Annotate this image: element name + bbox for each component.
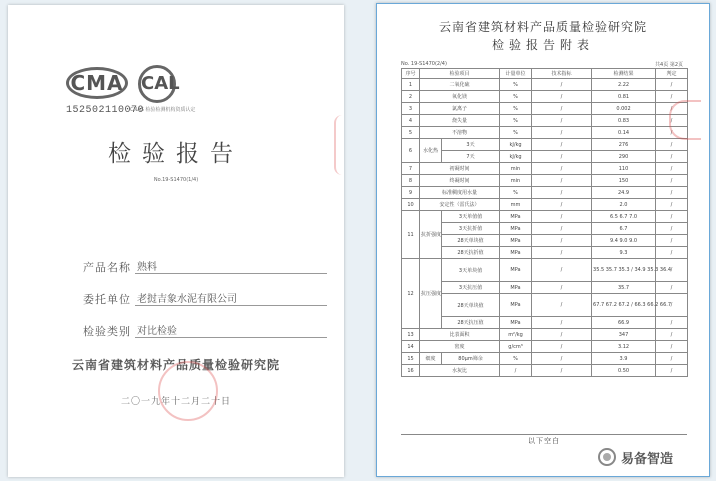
cell-item: 28天抗压值 (442, 317, 500, 329)
cell-spec: / (532, 353, 592, 365)
cell-verdict: / (656, 163, 688, 175)
col-header: 技术指标 (532, 69, 592, 79)
cell-group: 抗折强度 (420, 211, 442, 259)
table-row (402, 199, 688, 211)
red-seal-stamp (158, 361, 218, 421)
cell-spec: / (532, 223, 592, 235)
cell-item: 标准稠度用水量 (420, 187, 500, 199)
cell-verdict: / (656, 294, 688, 317)
cell-result: 110 (592, 163, 656, 175)
cell-unit: kJ/kg (500, 139, 532, 151)
cell-item: 28天单块值 (442, 294, 500, 317)
cell-unit: kJ/kg (500, 151, 532, 163)
table-row (402, 127, 688, 139)
cell-result: 6.7 (592, 223, 656, 235)
cell-number: 9 (402, 187, 420, 199)
cell-spec: / (532, 282, 592, 294)
table-row (402, 175, 688, 187)
cell-unit: MPa (500, 282, 532, 294)
field-client (83, 291, 237, 307)
cell-item: 7天 (442, 151, 500, 163)
cell-item: 烧失量 (420, 115, 500, 127)
field-value: 对比检验 (135, 322, 327, 338)
cma-logo: CMA (66, 67, 128, 99)
cell-spec: / (532, 341, 592, 353)
cell-number: 5 (402, 127, 420, 139)
col-header: 计量单位 (500, 69, 532, 79)
cell-spec: / (532, 211, 592, 223)
cell-item: 水灰比 (420, 365, 500, 377)
cell-verdict: / (656, 115, 688, 127)
report-number: No.19-S1470(1/4) (153, 177, 199, 183)
cert-note: CNAS 检验检测机构资质认定 (130, 107, 196, 113)
table-row (402, 91, 688, 103)
table-row (402, 259, 688, 282)
table-row (402, 187, 688, 199)
cell-verdict: / (656, 341, 688, 353)
seam-stamp (669, 100, 701, 140)
cell-number: 11 (402, 211, 420, 259)
cell-spec: / (532, 329, 592, 341)
results-table (401, 68, 688, 377)
cell-number: 3 (402, 103, 420, 115)
cell-verdict: / (656, 175, 688, 187)
table-row (402, 235, 688, 247)
cell-item: 3天单值值 (442, 211, 500, 223)
cell-spec: / (532, 294, 592, 317)
cell-unit: / (500, 365, 532, 377)
field-inspection-type (83, 323, 177, 339)
cell-verdict: / (656, 199, 688, 211)
cert-number: 152502110070 (66, 105, 145, 116)
col-header: 检验项目 (420, 69, 500, 79)
field-value: 熟料 (135, 258, 327, 274)
cell-verdict: / (656, 211, 688, 223)
wechat-watermark (598, 446, 673, 468)
table-row (402, 211, 688, 223)
cell-item: 密度 (420, 341, 500, 353)
cell-result: 0.83 (592, 115, 656, 127)
cell-item: 比表面积 (420, 329, 500, 341)
cell-result: 24.9 (592, 187, 656, 199)
cell-item: 3天 (442, 139, 500, 151)
col-header: 判定 (656, 69, 688, 79)
cell-number: 16 (402, 365, 420, 377)
appendix-institute: 云南省建筑材料产品质量检验研究院 (438, 20, 647, 34)
cell-unit: g/cm³ (500, 341, 532, 353)
table-row (402, 79, 688, 91)
cell-unit: % (500, 353, 532, 365)
cell-number: 8 (402, 175, 420, 187)
cell-verdict: / (656, 79, 688, 91)
cell-number: 15 (402, 353, 420, 365)
field-value: 老挝吉象水泥有限公司 (135, 290, 327, 306)
cell-spec: / (532, 365, 592, 377)
cell-unit: % (500, 103, 532, 115)
cell-number: 7 (402, 163, 420, 175)
cell-unit: min (500, 163, 532, 175)
table-row (402, 163, 688, 175)
table-row (402, 317, 688, 329)
certification-logos (66, 65, 206, 105)
cell-result: 35.5 35.7 35.3 / 34.9 35.3 36.4 (592, 259, 656, 282)
cell-item: 3天抗折值 (442, 223, 500, 235)
cell-spec: / (532, 163, 592, 175)
cell-result: 35.7 (592, 282, 656, 294)
cell-result: 9.3 (592, 247, 656, 259)
table-row (402, 151, 688, 163)
appendix-title: 检验报告附表 (491, 38, 594, 52)
field-product-name (83, 259, 157, 275)
cell-unit: mm (500, 199, 532, 211)
cell-spec: / (532, 151, 592, 163)
cell-unit: % (500, 91, 532, 103)
cell-unit: MPa (500, 223, 532, 235)
cell-verdict: / (656, 247, 688, 259)
cal-logo: CAL (138, 65, 176, 103)
cell-verdict: / (656, 139, 688, 151)
table-row (402, 353, 688, 365)
cell-number: 10 (402, 199, 420, 211)
cell-unit: MPa (500, 247, 532, 259)
cell-item: 氯离子 (420, 103, 500, 115)
cell-spec: / (532, 187, 592, 199)
cell-item: 终凝时间 (420, 175, 500, 187)
cell-spec: / (532, 199, 592, 211)
table-row (402, 103, 688, 115)
cell-item: 二氧化硫 (420, 79, 500, 91)
cell-unit: MPa (500, 211, 532, 223)
cell-result: 3.12 (592, 341, 656, 353)
col-header: 检测结果 (592, 69, 656, 79)
watermark-text: 易备智造 (621, 451, 674, 467)
cell-verdict: / (656, 91, 688, 103)
seam-stamp (334, 115, 344, 175)
cell-group: 水化热 (420, 139, 442, 163)
table-header-row (402, 69, 688, 79)
cell-spec: / (532, 139, 592, 151)
cell-verdict: / (656, 282, 688, 294)
cell-number: 13 (402, 329, 420, 341)
cell-group: 抗压强度 (420, 259, 442, 329)
cell-result: 0.81 (592, 91, 656, 103)
cell-spec: / (532, 247, 592, 259)
appendix-page-info: 共4页 第2页 (655, 62, 683, 68)
cell-item: 氧化镁 (420, 91, 500, 103)
cell-result: 3.9 (592, 353, 656, 365)
cell-result: 0.002 (592, 103, 656, 115)
field-label: 产品名称 (83, 261, 131, 274)
cell-spec: / (532, 115, 592, 127)
table-row (402, 365, 688, 377)
cell-item: 28天抗折值 (442, 247, 500, 259)
table-row (402, 282, 688, 294)
col-header: 序号 (402, 69, 420, 79)
cell-result: 276 (592, 139, 656, 151)
cell-verdict: / (656, 103, 688, 115)
table-row (402, 294, 688, 317)
table-row (402, 247, 688, 259)
cell-verdict: / (656, 353, 688, 365)
cell-result: 290 (592, 151, 656, 163)
cell-result: 0.14 (592, 127, 656, 139)
field-label: 检验类别 (83, 325, 131, 338)
cell-verdict: / (656, 223, 688, 235)
cell-number: 14 (402, 341, 420, 353)
cell-unit: m²/kg (500, 329, 532, 341)
report-title: 检验报告 (108, 141, 244, 167)
cell-spec: / (532, 259, 592, 282)
cell-spec: / (532, 91, 592, 103)
cell-item: 不溶物 (420, 127, 500, 139)
cell-unit: MPa (500, 294, 532, 317)
table-row (402, 329, 688, 341)
cell-verdict: / (656, 259, 688, 282)
cell-result: 6.5 6.7 7.0 (592, 211, 656, 223)
cell-spec: / (532, 127, 592, 139)
cell-unit: MPa (500, 259, 532, 282)
report-appendix-page (376, 3, 710, 477)
cell-verdict: / (656, 329, 688, 341)
cell-unit: min (500, 175, 532, 187)
cell-verdict: / (656, 187, 688, 199)
cell-result: 150 (592, 175, 656, 187)
cell-unit: % (500, 79, 532, 91)
cell-result: 347 (592, 329, 656, 341)
wechat-icon (598, 448, 616, 466)
cell-result: 67.7 67.2 67.2 / 66.3 66.2 66.7 (592, 294, 656, 317)
institute-name: 云南省建筑材料产品质量检验研究院 (71, 358, 280, 372)
table-row (402, 223, 688, 235)
cell-spec: / (532, 235, 592, 247)
cell-number: 1 (402, 79, 420, 91)
appendix-report-number: No. 19-S1470(2/4) (401, 61, 447, 67)
cell-item: 80μm筛余 (442, 353, 500, 365)
report-cover-page (8, 5, 344, 477)
cell-item: 3天抗压值 (442, 282, 500, 294)
cell-verdict: / (656, 365, 688, 377)
table-row (402, 139, 688, 151)
cell-spec: / (532, 103, 592, 115)
cell-unit: MPa (500, 235, 532, 247)
cell-unit: % (500, 187, 532, 199)
cell-result: 0.50 (592, 365, 656, 377)
cell-item: 初凝时间 (420, 163, 500, 175)
cell-verdict: / (656, 127, 688, 139)
cell-number: 4 (402, 115, 420, 127)
table-footer-blank: 以下空白 (401, 434, 687, 446)
cell-unit: MPa (500, 317, 532, 329)
cell-result: 66.9 (592, 317, 656, 329)
cell-unit: % (500, 115, 532, 127)
cell-result: 2.0 (592, 199, 656, 211)
cell-result: 2.22 (592, 79, 656, 91)
cell-item: 28天单块值 (442, 235, 500, 247)
cell-number: 12 (402, 259, 420, 329)
cell-verdict: / (656, 235, 688, 247)
field-label: 委托单位 (83, 293, 131, 306)
table-row (402, 341, 688, 353)
table-row (402, 115, 688, 127)
issue-date: 二〇一九年十二月二十日 (120, 397, 231, 407)
cell-spec: / (532, 79, 592, 91)
cell-item: 安定性（雷氏法） (420, 199, 500, 211)
cell-spec: / (532, 317, 592, 329)
cell-unit: % (500, 127, 532, 139)
cell-group: 细度 (420, 353, 442, 365)
cell-verdict: / (656, 317, 688, 329)
cell-spec: / (532, 175, 592, 187)
cell-verdict: / (656, 151, 688, 163)
cell-number: 6 (402, 139, 420, 163)
cell-number: 2 (402, 91, 420, 103)
cell-result: 9.4 9.0 9.0 (592, 235, 656, 247)
cell-item: 3天单块值 (442, 259, 500, 282)
